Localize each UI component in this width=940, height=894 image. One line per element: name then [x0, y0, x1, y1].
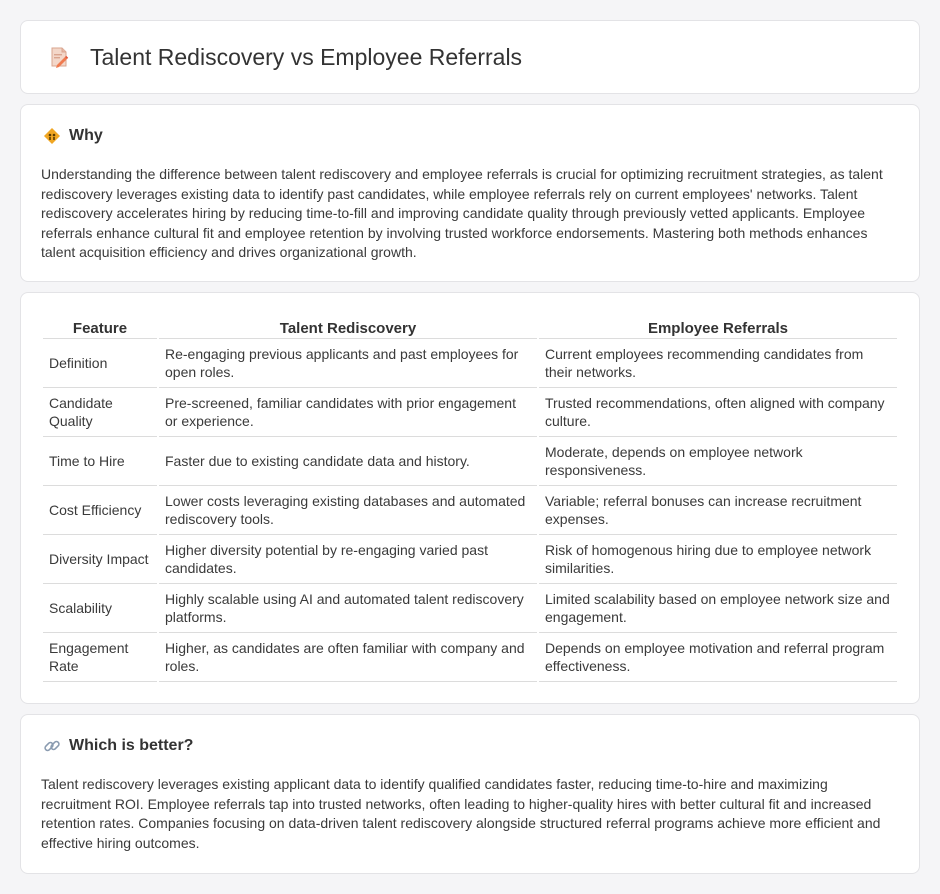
feature-cell: Scalability	[43, 584, 157, 633]
header-feature: Feature	[43, 315, 157, 339]
document-pencil-icon	[48, 46, 70, 68]
why-card	[20, 104, 920, 282]
table-row	[43, 633, 897, 682]
why-title: Why	[69, 127, 103, 144]
feature-cell: Time to Hire	[43, 437, 157, 486]
header-employee-referrals: Employee Referrals	[539, 315, 897, 339]
feature-cell: Candidate Quality	[43, 388, 157, 437]
comparison-card	[20, 292, 920, 704]
page-title: Talent Rediscovery vs Employee Referrals	[90, 43, 523, 70]
talent-rediscovery-cell: Pre-screened, familiar candidates with prior engagement or experience.	[159, 388, 537, 437]
table-row	[43, 486, 897, 535]
employee-referrals-cell: Current employees recommending candidates from their networks.	[539, 339, 897, 388]
feature-cell: Cost Efficiency	[43, 486, 157, 535]
title-card	[20, 20, 920, 94]
talent-rediscovery-cell: Faster due to existing candidate data and history.	[159, 437, 537, 486]
talent-rediscovery-cell: Re-engaging previous applicants and past employees for open roles.	[159, 339, 537, 388]
table-row	[43, 388, 897, 437]
better-title: Which is better?	[69, 737, 194, 754]
employee-referrals-cell: Moderate, depends on employee network responsiveness.	[539, 437, 897, 486]
table-row	[43, 437, 897, 486]
table-header-row	[43, 315, 897, 339]
employee-referrals-cell: Risk of homogenous hiring due to employee network similarities.	[539, 535, 897, 584]
feature-cell: Engagement Rate	[43, 633, 157, 682]
title-row	[21, 21, 919, 93]
talent-rediscovery-cell: Higher diversity potential by re-engaging varied past candidates.	[159, 535, 537, 584]
better-header	[43, 737, 193, 755]
table-row	[43, 584, 897, 633]
better-body: Talent rediscovery leverages existing applicant data to identify qualified candidates faster, reducing time-to-hire and maximizing recruitment ROI. Employee referrals tap into trusted networks, often leading to higher-quality hires with better cultural fit and increased retention rates. Companies focusing on data-driven talent rediscovery alongside structured referral programs achieve more efficient and effective hiring outcomes.	[41, 776, 881, 851]
why-header	[43, 127, 103, 145]
employee-referrals-cell: Variable; referral bonuses can increase recruitment expenses.	[539, 486, 897, 535]
warning-sign-icon	[43, 127, 61, 145]
talent-rediscovery-cell: Highly scalable using AI and automated talent rediscovery platforms.	[159, 584, 537, 633]
which-is-better-card	[20, 714, 920, 874]
talent-rediscovery-cell: Lower costs leveraging existing databases and automated rediscovery tools.	[159, 486, 537, 535]
feature-cell: Diversity Impact	[43, 535, 157, 584]
employee-referrals-cell: Trusted recommendations, often aligned with company culture.	[539, 388, 897, 437]
employee-referrals-cell: Limited scalability based on employee network size and engagement.	[539, 584, 897, 633]
table-row	[43, 339, 897, 388]
link-icon	[43, 737, 61, 755]
why-body: Understanding the difference between talent rediscovery and employee referrals is crucial for optimizing recruitment strategies, as talent rediscovery leverages existing data to identify past candidates, while employee referrals rely on current employees' networks. Talent rediscovery accelerates hiring by reducing time-to-fill and improving candidate quality through previously vetted applicants. Employee referrals enhance cultural fit and employee retention by involving trusted workforce endorsements. Mastering both methods enhances talent acquisition efficiency and drives organizational growth.	[41, 166, 883, 261]
talent-rediscovery-cell: Higher, as candidates are often familiar with company and roles.	[159, 633, 537, 682]
employee-referrals-cell: Depends on employee motivation and referral program effectiveness.	[539, 633, 897, 682]
feature-cell: Definition	[43, 339, 157, 388]
table-row	[43, 535, 897, 584]
header-talent-rediscovery: Talent Rediscovery	[159, 315, 537, 339]
comparison-table	[41, 315, 899, 682]
